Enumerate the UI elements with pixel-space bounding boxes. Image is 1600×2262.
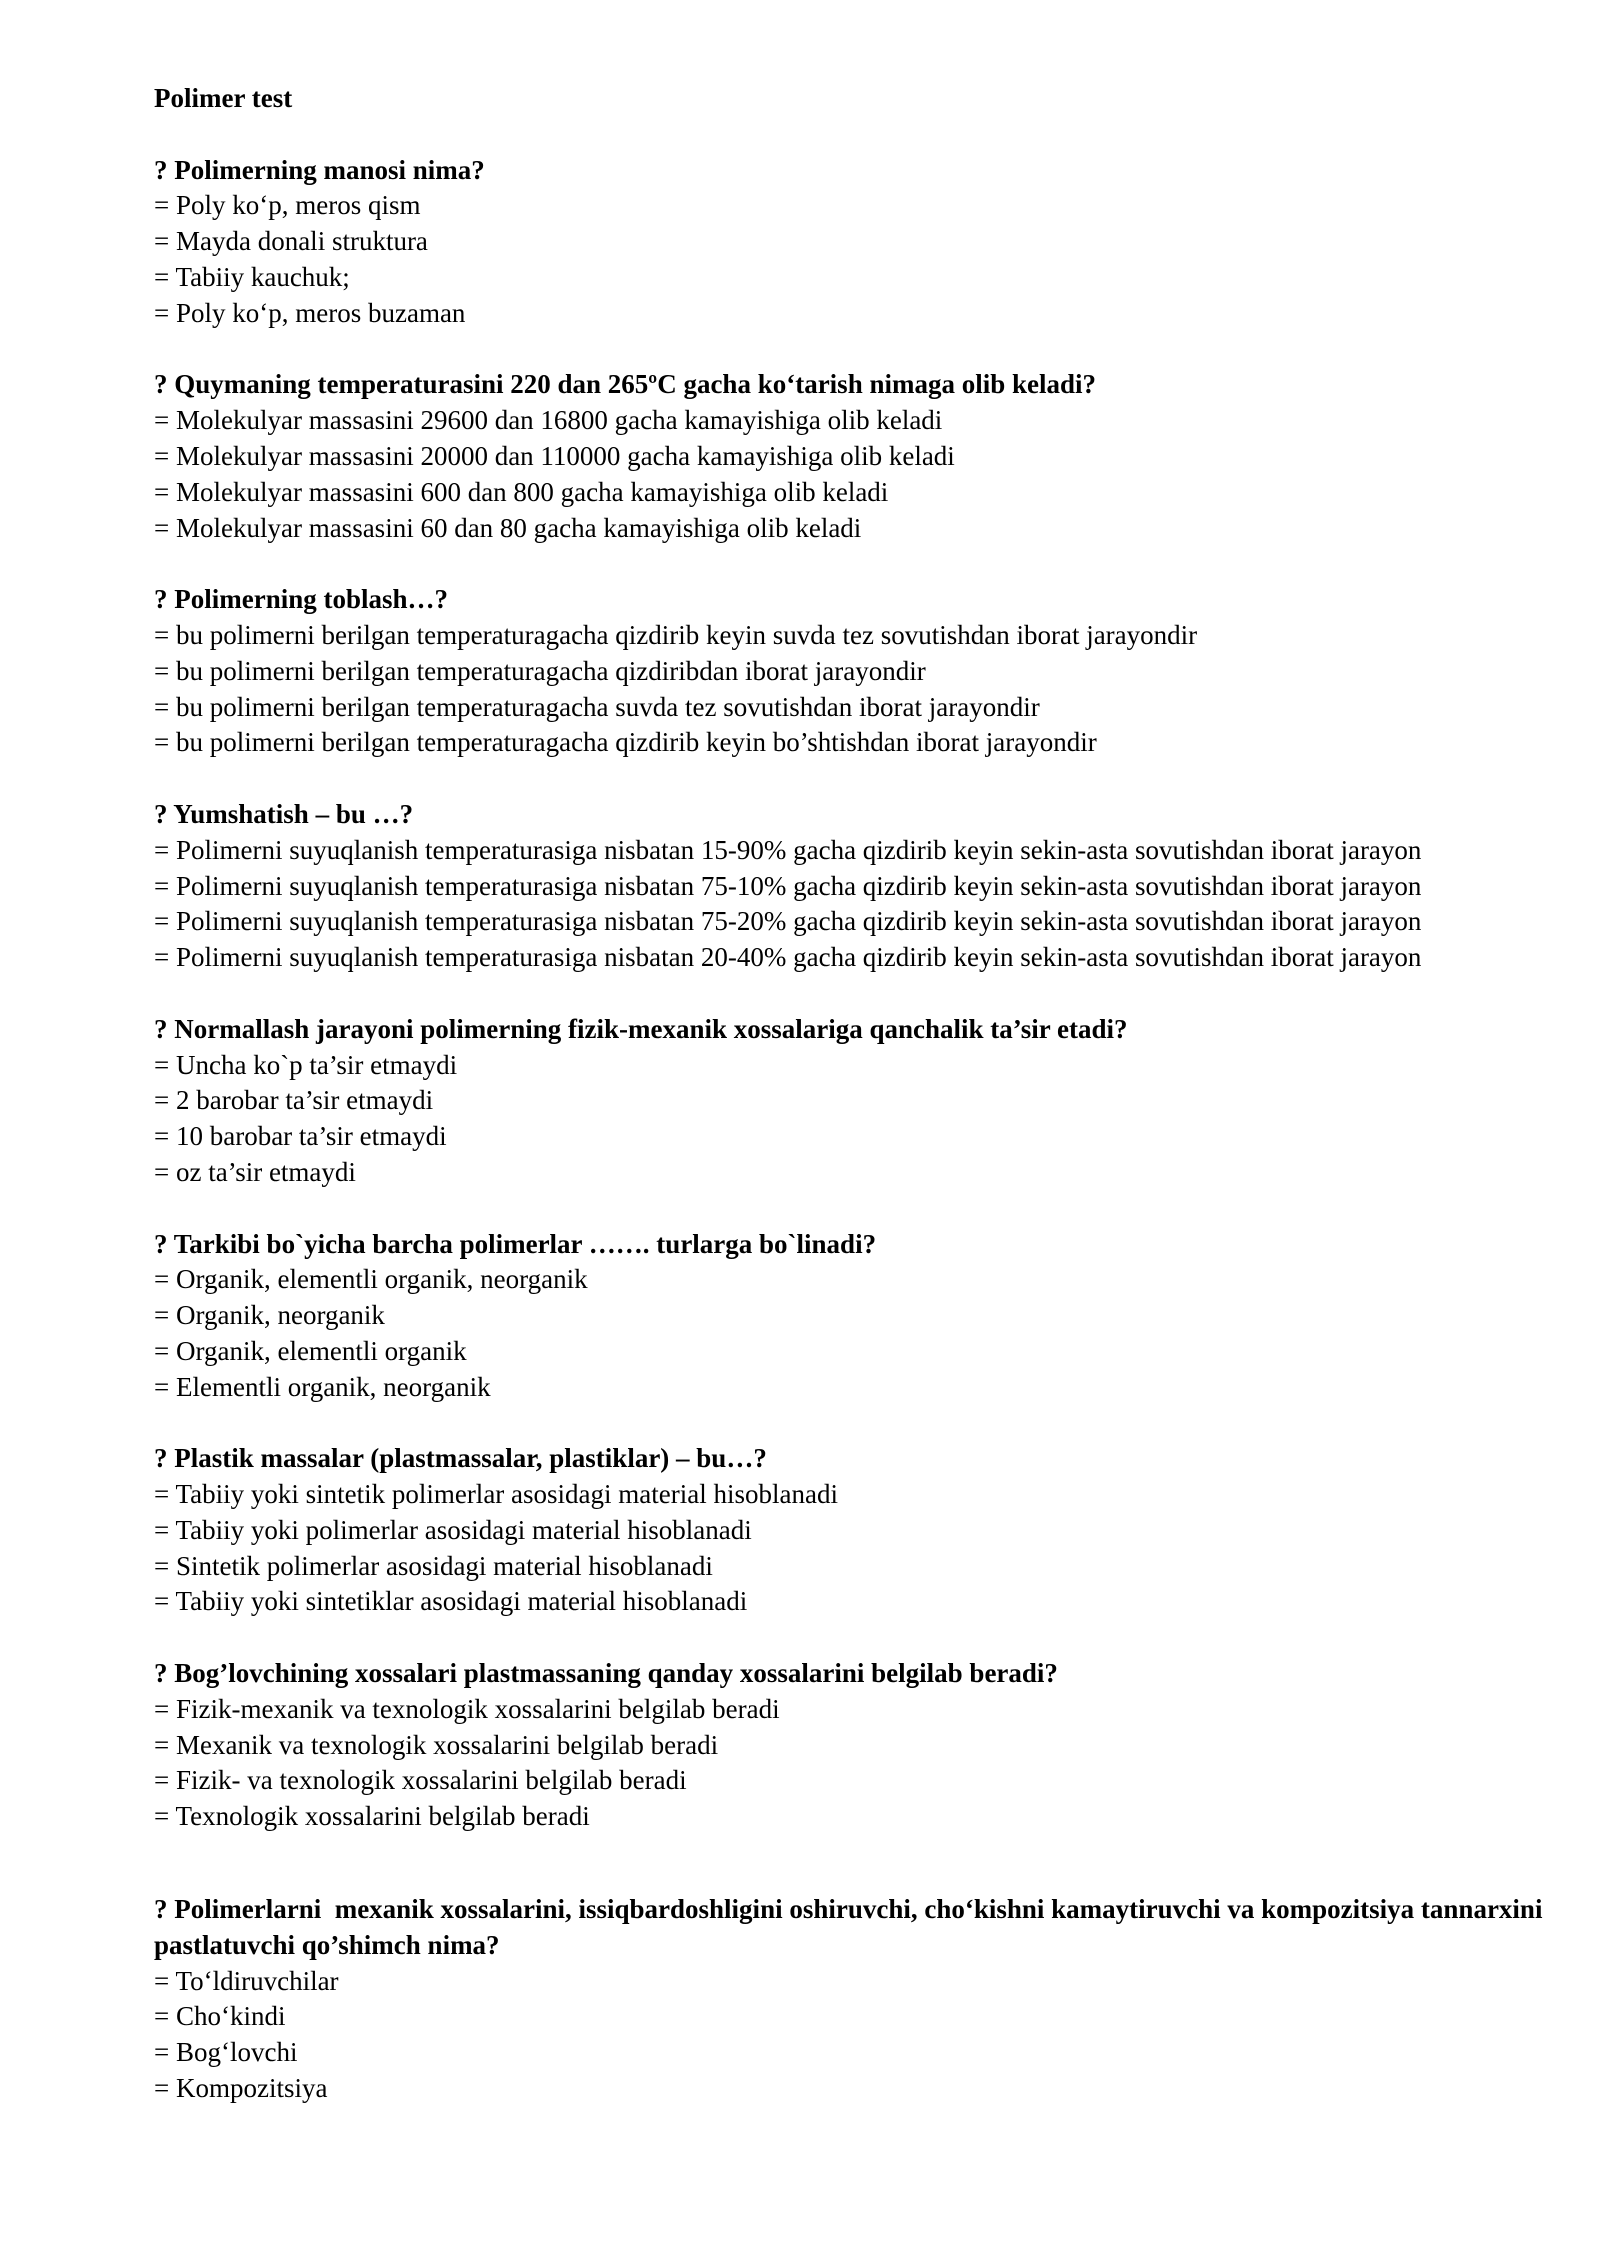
question-text: ? Tarkibi bo`yicha barcha polimerlar ……. turlarga bo`linadi? (154, 1228, 877, 1259)
answer-option: = Molekulyar massasini 600 dan 800 gacha kamayishiga olib keladi (154, 476, 889, 507)
answer-option: = Cho‘kindi (154, 2001, 286, 2032)
answer-option: = Fizik- va texnologik xossalarini belgilab beradi (154, 1765, 687, 1796)
answer-option: = Elementli organik, neorganik (154, 1371, 491, 1402)
answer-option: = 10 barobar ta’sir etmaydi (154, 1121, 447, 1152)
answer-option: = Organik, neorganik (154, 1300, 385, 1331)
question-text: ? Polimerlarni mexanik xossalarini, issiqbardoshligini oshiruvchi, cho‘kishni kamaytiruvchi va kompozitsiya tannarxini pastlatuvchi qo’shimch nima? (154, 1894, 1550, 1960)
answer-option: = Polimerni suyuqlanish temperaturasiga nisbatan 75-20% gacha qizdirib keyin sekin-asta sovutishdan iborat jarayon (154, 906, 1422, 937)
answer-option: = bu polimerni berilgan temperaturagacha qizdirib keyin bo’shtishdan iborat jarayondir (154, 727, 1097, 758)
answer-option: = Bog‘lovchi (154, 2037, 298, 2068)
answer-option: = Polimerni suyuqlanish temperaturasiga nisbatan 20-40% gacha qizdirib keyin sekin-asta sovutishdan iborat jarayon (154, 942, 1422, 973)
question-text: ? Polimerning manosi nima? (154, 154, 485, 185)
answer-option: = bu polimerni berilgan temperaturagacha qizdirib keyin suvda tez sovutishdan iborat jarayondir (154, 619, 1198, 650)
answer-option: = bu polimerni berilgan temperaturagacha qizdiribdan iborat jarayondir (154, 655, 926, 686)
answer-option: = 2 barobar ta’sir etmaydi (154, 1085, 434, 1116)
question-block (154, 1441, 1584, 1620)
question-block (154, 153, 1584, 332)
question-block (154, 367, 1584, 546)
answer-option: = Molekulyar massasini 29600 dan 16800 gacha kamayishiga olib keladi (154, 405, 943, 436)
question-block (154, 1227, 1584, 1406)
answer-option: = Texnologik xossalarini belgilab beradi (154, 1801, 590, 1832)
answer-option: = Mayda donali struktura (154, 226, 428, 257)
question-text: ? Quymaning temperaturasini 220 dan 265ºC gacha ko‘tarish nimaga olib keladi? (154, 369, 1097, 400)
answer-option: = bu polimerni berilgan temperaturagacha suvda tez sovutishdan iborat jarayondir (154, 691, 1040, 722)
answer-option: = Organik, elementli organik (154, 1335, 467, 1366)
answer-option: = Poly ko‘p, meros buzaman (154, 297, 466, 328)
answer-option: = To‘ldiruvchilar (154, 1965, 339, 1996)
answer-option: = Polimerni suyuqlanish temperaturasiga nisbatan 15-90% gacha qizdirib keyin sekin-asta sovutishdan iborat jarayon (154, 834, 1422, 865)
question-block (154, 1892, 1584, 2107)
answer-option: = Molekulyar massasini 20000 dan 110000 gacha kamayishiga olib keladi (154, 440, 955, 471)
question-text: ? Plastik massalar (plastmassalar, plastiklar) – bu…? (154, 1443, 767, 1474)
answer-option: = Uncha ko`p ta’sir etmaydi (154, 1049, 458, 1080)
answer-option: = Tabiiy kauchuk; (154, 261, 350, 292)
document-page (154, 81, 1584, 2107)
answer-option: = Tabiiy yoki polimerlar asosidagi material hisoblanadi (154, 1514, 752, 1545)
answer-option: = oz ta’sir etmaydi (154, 1156, 356, 1187)
question-text: ? Yumshatish – bu …? (154, 798, 414, 829)
document-title: Polimer test (154, 83, 293, 113)
answer-option: = Kompozitsiya (154, 2073, 328, 2104)
answer-option: = Polimerni suyuqlanish temperaturasiga nisbatan 75-10% gacha qizdirib keyin sekin-asta sovutishdan iborat jarayon (154, 870, 1422, 901)
answer-option: = Sintetik polimerlar asosidagi material hisoblanadi (154, 1550, 713, 1581)
question-text: ? Bog’lovchining xossalari plastmassaning qanday xossalarini belgilab beradi? (154, 1658, 1058, 1689)
question-text: ? Normallash jarayoni polimerning fizik-mexanik xossalariga qanchalik ta’sir etadi? (154, 1013, 1128, 1044)
question-block (154, 582, 1584, 761)
question-block (154, 1012, 1584, 1191)
answer-option: = Tabiiy yoki sintetik polimerlar asosidagi material hisoblanadi (154, 1479, 838, 1510)
answer-option: = Tabiiy yoki sintetiklar asosidagi material hisoblanadi (154, 1586, 748, 1617)
answer-option: = Mexanik va texnologik xossalarini belgilab beradi (154, 1729, 719, 1760)
answer-option: = Fizik-mexanik va texnologik xossalarini belgilab beradi (154, 1693, 780, 1724)
question-block (154, 797, 1584, 976)
answer-option: = Organik, elementli organik, neorganik (154, 1264, 588, 1295)
question-block (154, 1656, 1584, 1835)
question-text: ? Polimerning toblash…? (154, 584, 449, 615)
answer-option: = Molekulyar massasini 60 dan 80 gacha kamayishiga olib keladi (154, 512, 862, 543)
answer-option: = Poly ko‘p, meros qism (154, 190, 421, 221)
